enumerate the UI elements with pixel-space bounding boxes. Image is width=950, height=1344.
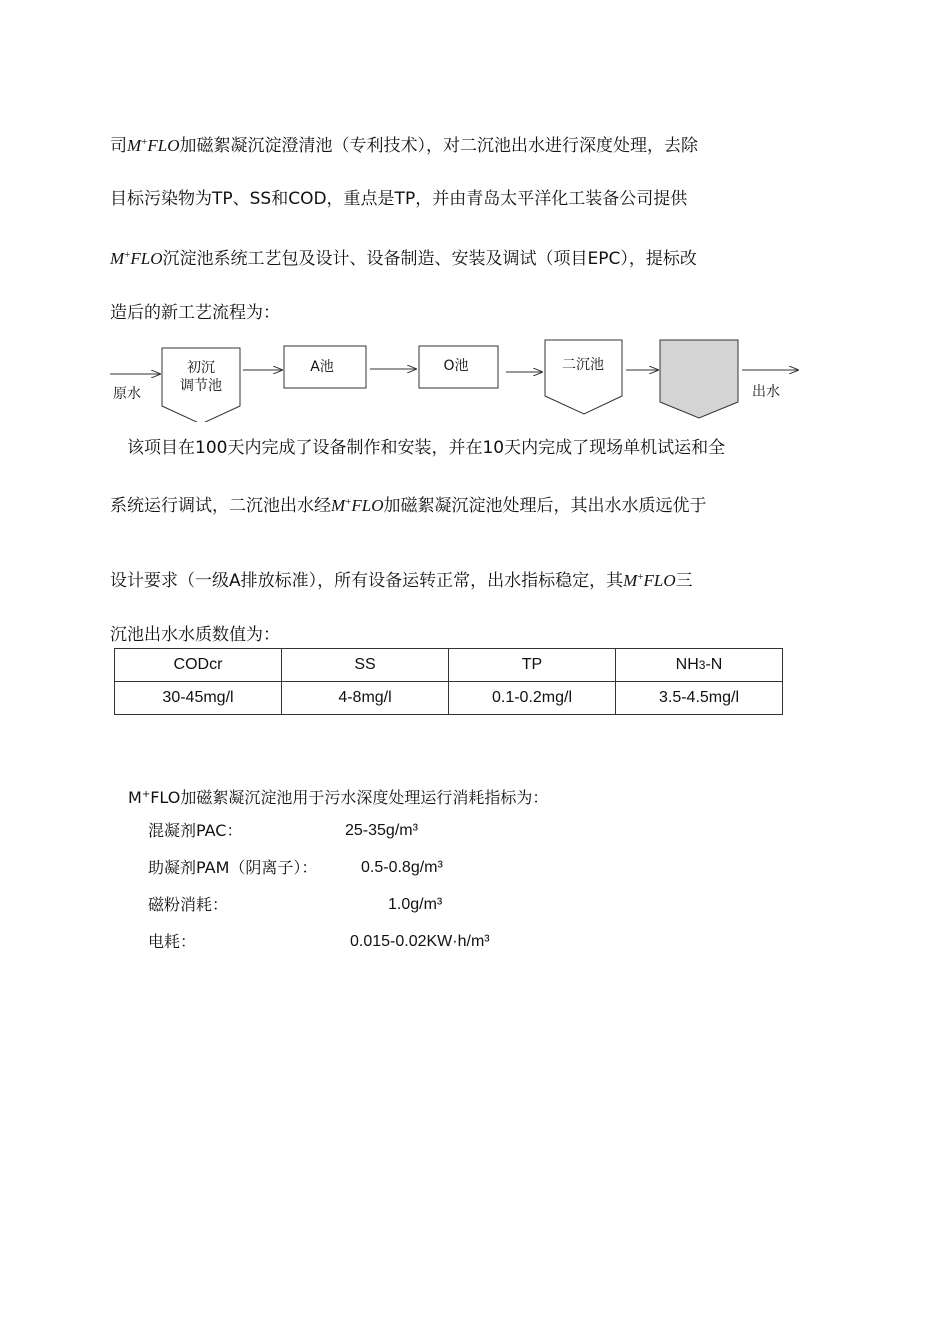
text: 设计要求（一级A排放标准），所有设备运转正常，出水指标稳定，其 <box>110 571 624 591</box>
table-header-cell: CODcr <box>115 649 282 682</box>
mflo-formula: M+FLO <box>127 136 180 155</box>
paragraph2-line1: 该项目在100天内完成了设备制作和安装，并在10天内完成了现场单机试运和全 <box>127 438 726 458</box>
paragraph2-line4: 沉池出水水质数值为： <box>110 625 280 645</box>
item-value: 0.5-0.8g/m³ <box>361 859 443 876</box>
mflo-formula: M+FLO <box>623 571 676 590</box>
text: 加磁絮凝沉淀池处理后，其出水水质远优于 <box>383 496 707 516</box>
box1-label-line1: 初沉 <box>187 360 215 376</box>
table-cell: 0.1-0.2mg/l <box>449 682 616 715</box>
consumption-heading: M+FLO加磁絮凝沉淀池用于污水深度处理运行消耗指标为： <box>128 788 549 807</box>
paragraph1-line3 <box>110 244 697 270</box>
item-label: 混凝剂PAC： <box>148 821 243 840</box>
box2-label: A池 <box>310 359 334 375</box>
text: 三 <box>675 571 693 591</box>
table-header-cell: TP <box>449 649 616 682</box>
paragraph1-line2: 目标污染物为TP、SS和COD，重点是TP，并由青岛太平洋化工装备公司提供 <box>110 189 688 209</box>
item-value: 1.0g/m³ <box>388 896 443 913</box>
paragraph2-line3 <box>110 566 693 592</box>
process-flow-diagram <box>100 330 820 422</box>
text: 沉淀池系统工艺包及设计、设备制造、安装及调试（项目EPC），提标改 <box>162 249 697 269</box>
item-value: 25-35g/m³ <box>345 822 418 839</box>
text: 加磁絮凝沉淀澄清池（专利技术），对二沉池出水进行深度处理，去除 <box>179 136 699 156</box>
mflo-tank <box>660 340 738 418</box>
box4-label: 二沉池 <box>562 357 604 373</box>
text: 系统运行调试，二沉池出水经 <box>110 496 331 516</box>
item-label: 磁粉消耗： <box>148 895 229 914</box>
table-cell: 3.5-4.5mg/l <box>616 682 783 715</box>
table-header-cell: SS <box>282 649 449 682</box>
table-header-row <box>115 649 783 682</box>
water-quality-table <box>114 648 783 715</box>
item-label: 助凝剂PAM（阴离子）： <box>148 858 318 877</box>
paragraph1-line1 <box>110 131 698 157</box>
box1-label-line2: 调节池 <box>180 378 222 394</box>
table-header-cell: NH3-N <box>616 649 783 682</box>
paragraph1-line4: 造后的新工艺流程为： <box>110 303 280 323</box>
box3-label: O池 <box>443 358 469 374</box>
paragraph2-line2 <box>110 491 707 517</box>
text: 司 <box>110 136 127 156</box>
mflo-formula: M+FLO <box>331 496 384 515</box>
inlet-label: 原水 <box>113 386 141 402</box>
item-label: 电耗： <box>148 932 197 951</box>
secondary-settling-tank <box>545 340 622 414</box>
table-cell: 30-45mg/l <box>115 682 282 715</box>
outlet-label: 出水 <box>752 384 780 400</box>
table-row <box>115 682 783 715</box>
mflo-formula: M+FLO <box>110 249 163 268</box>
table-cell: 4-8mg/l <box>282 682 449 715</box>
item-value: 0.015-0.02KW·h/m³ <box>350 933 490 950</box>
